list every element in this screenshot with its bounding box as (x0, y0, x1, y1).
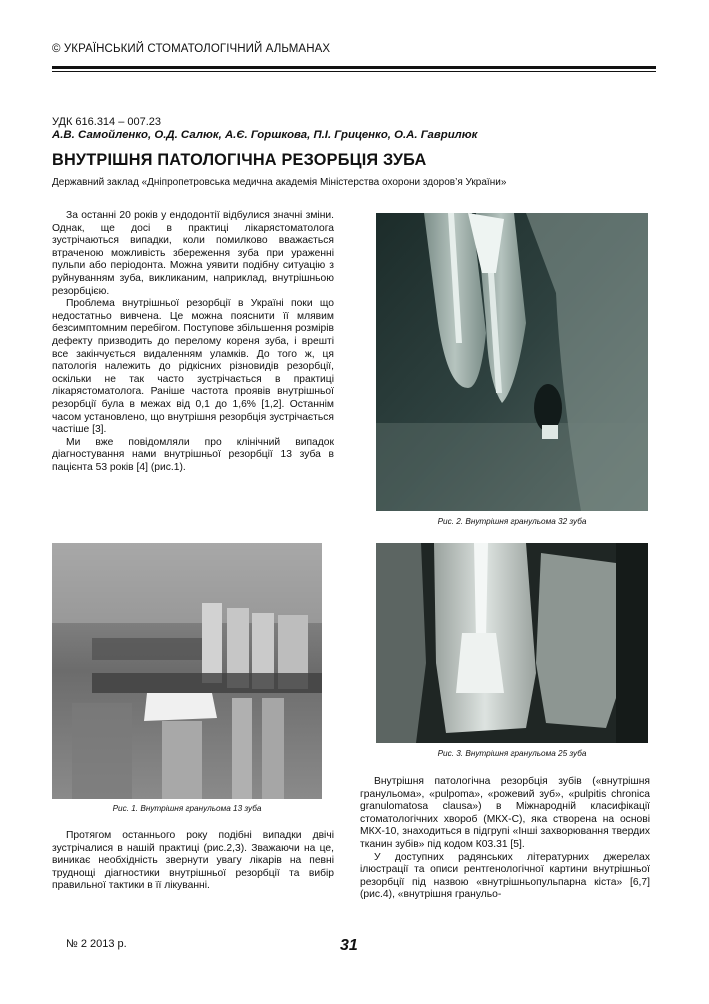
journal-header: © УКРАЇНСЬКИЙ СТОМАТОЛОГІЧНИЙ АЛЬМАНАХ (52, 43, 331, 55)
header-rule-thin (52, 71, 656, 72)
paragraph-3: Ми вже повідомляли про клінічний випадок діагностування нами внутрішньої резорбції 13 зуба в пацієнта 53 років [4] (рис.1). (52, 436, 334, 473)
issue-number: № 2 2013 р. (66, 938, 127, 950)
figure-2-caption: Рис. 2. Внутрішня гранульома 32 зуба (437, 517, 587, 526)
figure-1-radiograph (52, 543, 322, 799)
paragraph-4: Протягом останнього року подібні випадки двічі зустрічалися в нашій практиці (рис.2,3). Зважаючи на це, виникає необхідність звернути увагу лікарів на певні труднощі діагностики внутрішньої резорбції та вибір правильної тактики в її лікуванні. (52, 830, 334, 892)
paragraph-5: Внутрішня патологічна резорбція зубів («внутрішня гранульома», «pulpoma», «рожевий зуб», «pulpitis chronica granulomatosa clausa») в Міжнародній класифікації стоматологічних хвороб (МКХ-С), яка створена на основі МКХ-10, знаходиться в підгрупі «Інші захворювання твердих тканин зубів» під кодом К03.31 [5]. (360, 776, 650, 850)
authors: А.В. Самойленко, О.Д. Салюк, А.Є. Горшкова, П.І. Гриценко, О.А. Гаврилюк (52, 129, 478, 141)
left-column-top (52, 210, 334, 474)
header-rule-thick (52, 66, 656, 69)
figure-2-radiograph (376, 213, 648, 511)
article-title: ВНУТРІШНЯ ПАТОЛОГІЧНА РЕЗОРБЦІЯ ЗУБА (52, 151, 427, 169)
paragraph-2: Проблема внутрішньої резорбції в Україні поки що недостатньо вивчена. Це можна пояснити її млявим безсимптомним перебігом. Поступове збільшення розмірів дефекту призводить до перелому кореня зуба, і врешті все закінчується видаленням уламків. До того ж, ця патологія належить до рідкісних різновидів резорбції, оскільки не так часто зустрічається в практиці лікарястоматолога. Раніше частота проявів внутрішньої резорбції була в межах від 0,1 до 1,6% [1,2]. Останнім часом установлено, що внутрішня резорбція зустрічається частіше [3]. (52, 298, 334, 436)
paragraph-1: За останні 20 років у ендодонтії відбулися значні зміни. Однак, ще досі в практиці лікарястоматолога зустрічаються випадки, коли помилково вважається втраченою можливість збереження зуба при ураженні пульпи або періодонта. Можна уявити подібну ситуацію з руйнуванням зуба, викликаним, наприклад, внутрішньою резорбцією. (52, 210, 334, 297)
left-column-bottom (52, 830, 334, 893)
figure-3-caption: Рис. 3. Внутрішня гранульома 25 зуба (437, 749, 587, 758)
figure-1-caption: Рис. 1. Внутрішня гранульома 13 зуба (112, 804, 262, 813)
paragraph-6: У доступних радянських літературних джерелах ілюстрації та описи рентгенологічної картини внутрішньої резорбції під назвою «внутрішньопульпарна кіста» [6,7] (рис.4), «внутрішня гранульо- (360, 851, 650, 901)
page-number: 31 (340, 937, 358, 954)
udk-code: УДК 616.314 – 007.23 (52, 116, 162, 128)
affiliation: Державний заклад «Дніпропетровська медична академія Міністерства охорони здоров’я України» (52, 177, 507, 188)
figure-3-radiograph (376, 543, 648, 743)
right-column-bottom (360, 776, 650, 902)
